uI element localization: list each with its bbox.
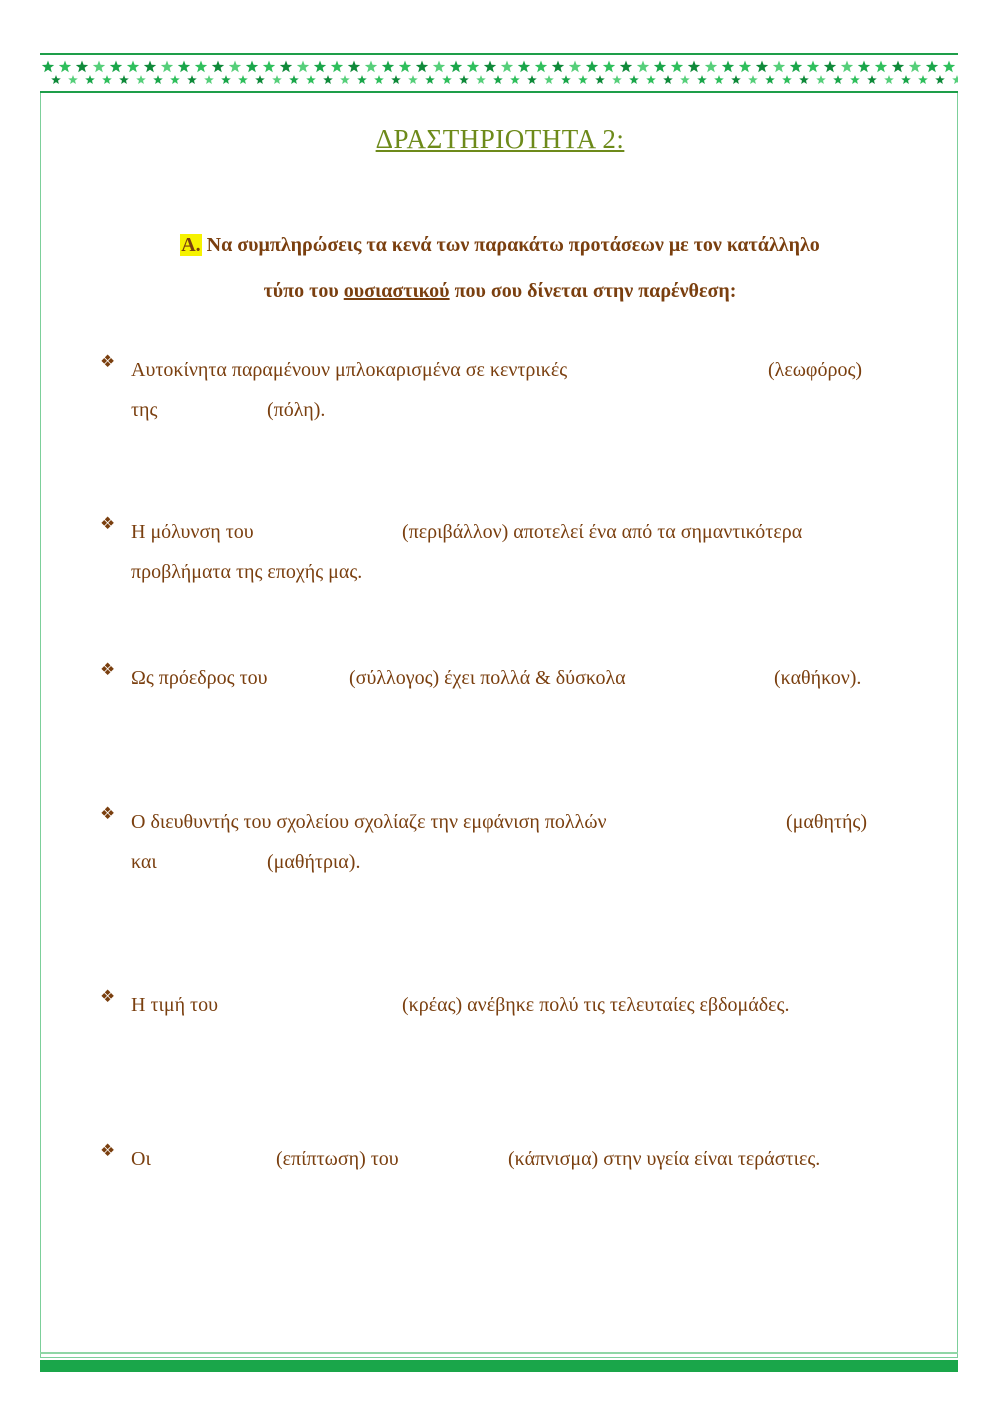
- instruction-text-2-post: που σου δίνεται στην παρένθεση:: [449, 280, 737, 302]
- instruction-keyword: ουσιαστικού: [343, 280, 450, 302]
- exercise-item-3: [100, 658, 885, 698]
- item-3-text-a: Ως πρόεδρος του: [131, 667, 268, 689]
- diamond-bullet-icon: ❖: [100, 660, 116, 679]
- instruction-letter: Α.: [181, 234, 201, 256]
- item-4-text-a: Ο διευθυντής του σχολείου σχολίαζε την εμφάνιση πολλών: [131, 811, 607, 833]
- item-2-text-b: προβλήματα της εποχής μας.: [131, 561, 363, 583]
- item-1-text-b: της: [131, 399, 158, 421]
- diamond-bullet-icon: ❖: [100, 514, 116, 533]
- diamond-bullet-icon: ❖: [100, 1141, 116, 1160]
- item-6-hint-b: (κάπνισμα) στην υγεία είναι τεράστιες.: [508, 1148, 821, 1170]
- instruction-text-2-pre: τύπο του: [263, 280, 344, 302]
- item-1-hint-b: (πόλη).: [267, 399, 326, 421]
- item-4-hint-a: (μαθητής): [786, 811, 867, 833]
- item-3-hint-b: (καθήκον).: [774, 667, 862, 689]
- item-1-hint-a: (λεωφόρος): [768, 359, 863, 381]
- item-2-hint-a: (περιβάλλον) αποτελεί ένα από τα σημαντικότερα: [402, 521, 803, 543]
- star-pattern-icon: [40, 55, 958, 91]
- exercise-item-4: [100, 802, 885, 882]
- item-4-hint-b: (μαθήτρια).: [267, 851, 361, 873]
- item-6-hint-a: (επίπτωση) του: [276, 1148, 399, 1170]
- item-6-text-a: Οι: [131, 1148, 151, 1170]
- item-2-text-a: Η μόλυνση του: [131, 521, 254, 543]
- item-3-hint-a: (σύλλογος) έχει πολλά & δύσκολα: [349, 667, 626, 689]
- exercise-item-2: [100, 512, 885, 592]
- item-5-hint-a: (κρέας) ανέβηκε πολύ τις τελευταίες εβδομάδες.: [402, 994, 790, 1016]
- item-1-text-a: Αυτοκίνητα παραμένουν μπλοκαρισμένα σε κεντρικές: [131, 359, 568, 381]
- bottom-thin-line: [40, 1352, 958, 1354]
- diamond-bullet-icon: ❖: [100, 352, 116, 371]
- page-title: ΔΡΑΣΤΗΡΙΟΤΗΤΑ 2:: [375, 124, 625, 154]
- exercise-item-5: [100, 985, 885, 1025]
- bottom-green-band: [40, 1360, 958, 1372]
- item-5-text-a: Η τιμή του: [131, 994, 218, 1016]
- item-4-text-b: και: [131, 851, 157, 873]
- instruction-line-1: [100, 234, 900, 257]
- diamond-bullet-icon: ❖: [100, 804, 116, 823]
- instruction-text-1: Να συμπληρώσεις τα κενά των παρακάτω προτάσεων με τον κατάλληλο: [206, 234, 820, 256]
- diamond-bullet-icon: ❖: [100, 987, 116, 1006]
- star-border-band: [40, 53, 958, 93]
- instruction-line-2: [100, 280, 900, 303]
- exercise-item-6: [100, 1139, 885, 1179]
- exercise-item-1: [100, 350, 885, 430]
